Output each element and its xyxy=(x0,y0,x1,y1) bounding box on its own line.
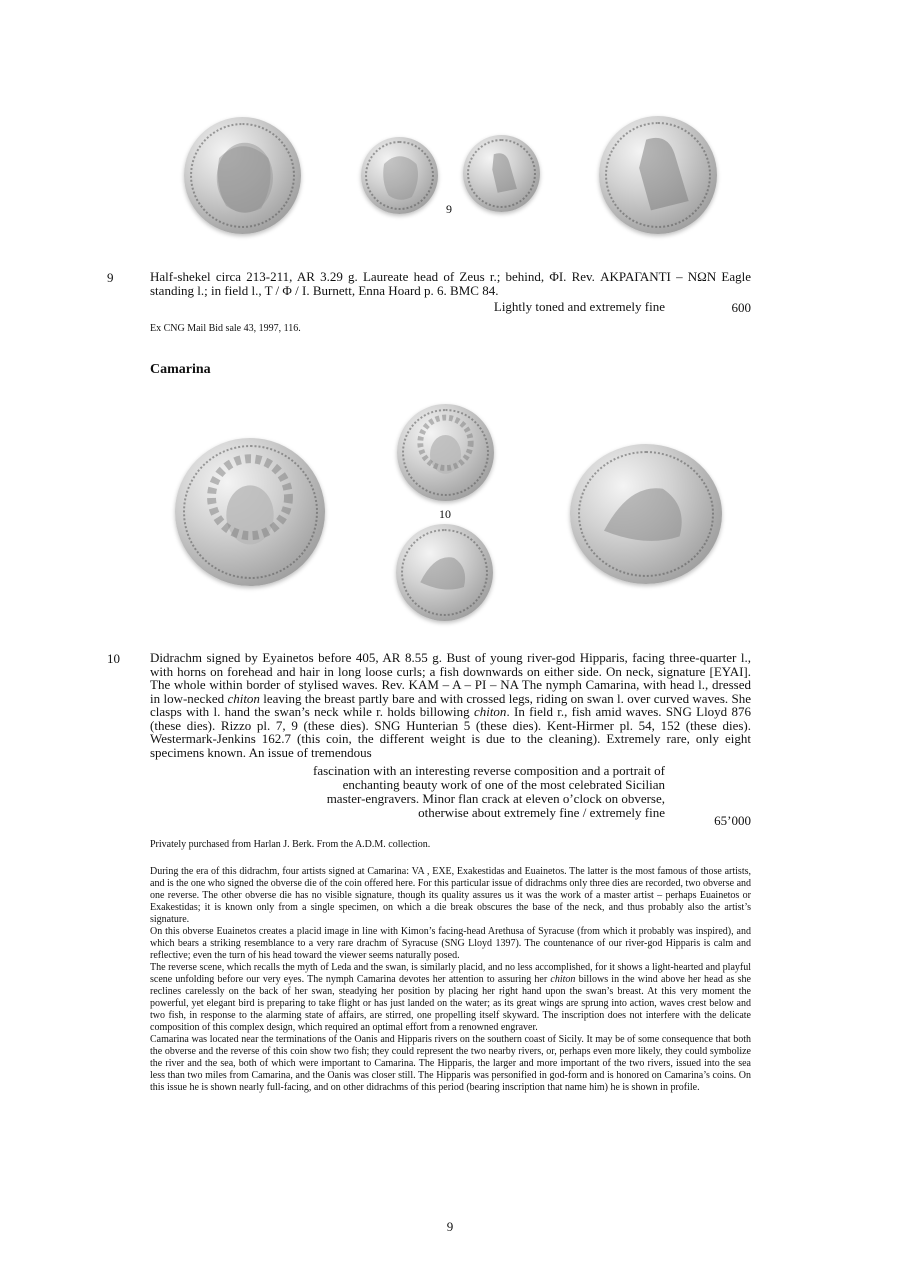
lot-10-provenance: Privately purchased from Harlan J. Berk. From the A.D.M. collection. xyxy=(150,839,431,850)
lot-9-grade: Lightly toned and extremely fine xyxy=(493,299,665,314)
section-heading: Camarina xyxy=(150,362,211,377)
coin-9-obverse-enlarged xyxy=(184,117,301,234)
figure-number-10: 10 xyxy=(439,507,451,521)
eagle-icon xyxy=(599,116,717,234)
lot-10-description: Didrachm signed by Eyainetos before 405, AR 8.55 g. Bust of young river-god Hipparis, facing three-quarter l., with horns on forehead and hair in long loose curls; a fish downwards on either side. On neck, signature [EYAI]. The whole within border of stylised waves. Rev. KAM – A – PI – NA The nymph Camarina, with head l., dressed in low-necked chiton leaving the breast partly bare and with crossed legs, riding on swan l. over curved waves. She clasps with l. hand the swan’s neck while r. holds billowing chiton. In field r., fish amid waves. SNG Lloyd 876 (these dies). Rizzo pl. 7, 9 (these dies). SNG Hunterian 5 (these dies). Kent-Hirmer pl. 54, 152 (these dies). Westermark-Jenkins 162.7 (this coin, the different weight is due to the cleaning). Extremely rare, only eight specimens known. An issue of tremendous xyxy=(150,650,751,760)
coin-10-reverse-enlarged xyxy=(570,444,722,584)
lot-10-price: 65’000 xyxy=(714,813,751,828)
coin-10-reverse xyxy=(396,524,493,621)
lot-10-grade-line: otherwise about extremely fine / extremely fine xyxy=(418,805,665,820)
page-number: 9 xyxy=(446,1219,454,1234)
lot-9-description: Half-shekel circa 213-211, AR 3.29 g. Laureate head of Zeus r.; behind, ΦI. Rev. ΑΚΡΑΓΑΝΤΙ – ΝΩΝ Eagle standing l.; in field l., T / Φ / I. Burnett, Enna Hoard p. 6. BMC 84. xyxy=(150,269,751,298)
notes-paragraph: Camarina was located near the terminations of the Oanis and Hipparis rivers on the southern coast of Sicily. It may be of some consequence that both the obverse and the reverse of this coin show two fish; they could represent the two nearby rivers, or, perhaps even more likely, they could symbolize the river and the sea, both of which were important to Camarina. The Hipparis, the larger and more important of the two rivers, issued into the sea less than two miles from Camarina, and the Oanis was closer still. The Hipparis was personified in god-form and is honored on Camarina’s coins. On this issue he is shown nearly full-facing, and on other didrachms of this period (bearing inscription that name him) he is shown in profile. xyxy=(150,1034,751,1093)
coin-10-obverse xyxy=(397,404,494,501)
lot-10-grade-line: fascination with an interesting reverse composition and a portrait of xyxy=(313,763,665,778)
lot-10-grade-line: master-engravers. Minor flan crack at eleven o’clock on obverse, xyxy=(326,791,665,806)
eagle-icon xyxy=(463,135,540,212)
lot-number-9: 9 xyxy=(107,270,114,285)
coin-9-obverse xyxy=(361,137,438,214)
lot-number-10: 10 xyxy=(107,651,120,666)
notes-paragraph: On this obverse Euainetos creates a placid image in line with Kimon’s facing-head Arethusa of Syracuse (from which it probably was inspired), and which bears a striking resemblance to a very rare drachm of Syracuse (SNG Lloyd 1397). The countenance of our river-god Hipparis is calm and reflective; even the turn of his head toward the viewer seems naturally posed. xyxy=(150,926,751,961)
coin-10-obverse-enlarged xyxy=(175,438,325,586)
river-god-head-icon xyxy=(175,438,325,586)
zeus-head-icon xyxy=(184,117,301,234)
lot-9-price: 600 xyxy=(731,300,751,315)
lot-10-notes xyxy=(150,866,751,1094)
lot-9-provenance: Ex CNG Mail Bid sale 43, 1997, 116. xyxy=(150,323,301,334)
coin-9-reverse-enlarged xyxy=(599,116,717,234)
lot-10-grade-line: enchanting beauty work of one of the most celebrated Sicilian xyxy=(342,777,665,792)
coin-9-reverse xyxy=(463,135,540,212)
zeus-head-icon xyxy=(361,137,438,214)
river-god-head-icon xyxy=(397,404,494,501)
figure-number-9: 9 xyxy=(446,202,452,216)
lot-10-grade xyxy=(260,764,665,820)
notes-paragraph: The reverse scene, which recalls the myth of Leda and the swan, is similarly placid, and no less accomplished, for it shows a light-hearted and playful scene unfolding before our very eyes. The nymph Camarina devotes her attention to assuring her chiton billows in the wind above her head as she reclines carelessly on the back of her swan, steadying her position by placing her right hand upon the swan’s breast. At this very moment the powerful, yet elegant bird is preparing to take flight or has just landed on the water; as its great wings are sprung into action, waves crest below and two fish, in response to the alarming state of affairs, are stirred, one propelling itself skyward. The inscription does not interfere with the delicate composition of this complex design, which required an optimal effort from a renowned engraver. xyxy=(150,962,751,1033)
nymph-on-swan-icon xyxy=(570,444,722,584)
notes-paragraph: During the era of this didrachm, four artists signed at Camarina: VA , EXE, Exakestidas and Euainetos. The latter is the most famous of those artists, and is the one who signed the obverse die of the coin offered here. For this particular issue of didrachms only three dies are recorded, two obverse and one reverse. The other obverse die has no visible signature, though its quality assures us it was the work of a master artist – perhaps Euainetos or Exakestidas; it is known only from a single specimen, on which a die break obscures the base of the neck, and thus probably also the artist’s signature. xyxy=(150,866,752,925)
nymph-on-swan-icon xyxy=(396,524,493,621)
